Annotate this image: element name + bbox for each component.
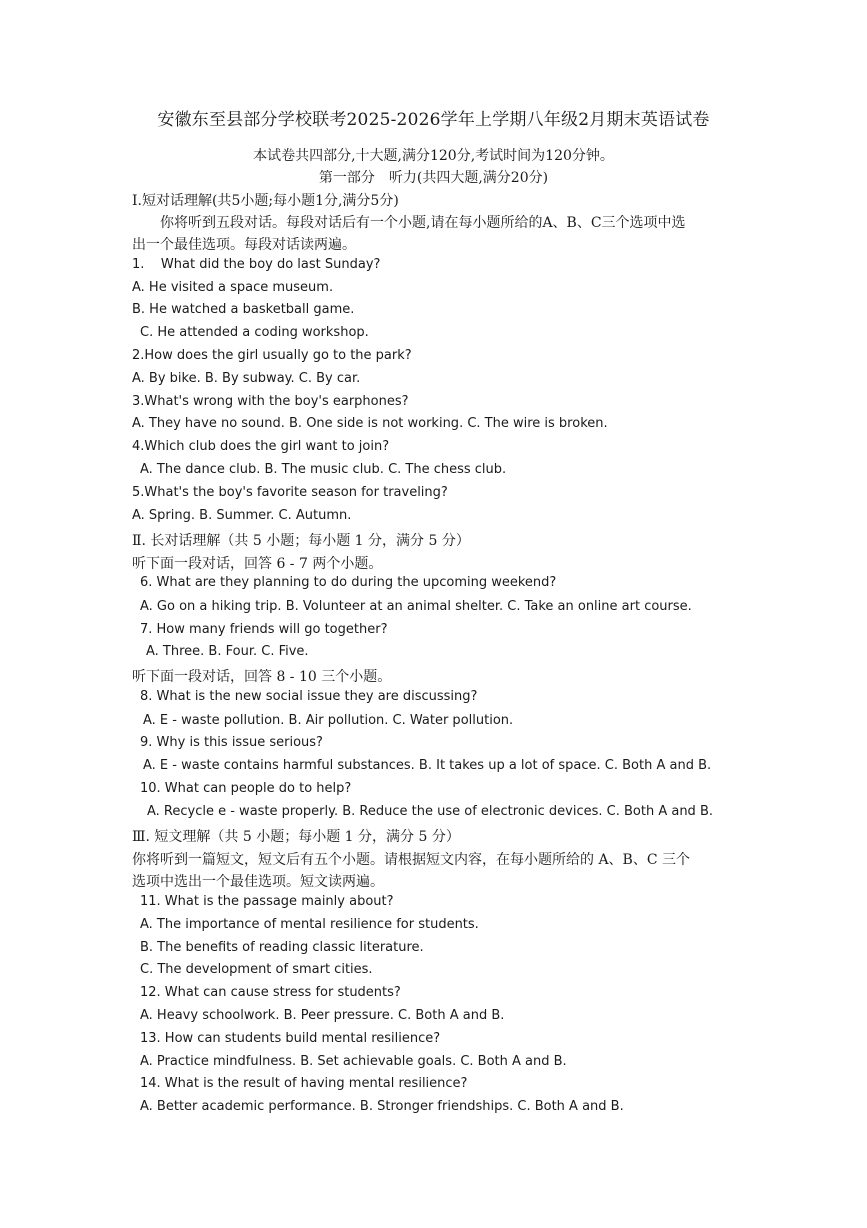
question-10-options: A. Recycle e - waste properly. B. Reduce the use of electronic devices. C. Both A and B. <box>147 804 713 819</box>
question-11-option-b: B. The benefits of reading classic literature. <box>140 940 424 955</box>
section-2-heading: Ⅱ. 长对话理解（共 5 小题；每小题 1 分，满分 5 分） <box>132 533 470 549</box>
section-3-instruction-line2: 选项中选出一个最佳选项。短文读两遍。 <box>132 874 384 890</box>
part-one-heading: 第一部分 听力(共四大题,满分20分) <box>318 170 549 186</box>
question-5: 5.What's the boy's favorite season for traveling? <box>132 485 448 500</box>
question-13: 13. How can students build mental resilience? <box>140 1031 441 1046</box>
question-2-options: A. By bike. B. By subway. C. By car. <box>132 371 361 386</box>
section-1-instruction-line1: 你将听到五段对话。每段对话后有一个小题,请在每小题所给的A、B、C三个选项中选 <box>160 215 686 231</box>
section-1-instruction-line2: 出一个最佳选项。每段对话读两遍。 <box>132 237 356 253</box>
section-3-instruction-line1: 你将听到一篇短文，短文后有五个小题。请根据短文内容，在每小题所给的 A、B、C 三个 <box>132 852 691 868</box>
question-11-option-a: A. The importance of mental resilience for students. <box>140 917 479 932</box>
question-7-options: A. Three. B. Four. C. Five. <box>146 644 309 659</box>
question-4-options: A. The dance club. B. The music club. C. The chess club. <box>140 462 507 477</box>
question-8-options: A. E - waste pollution. B. Air pollution. C. Water pollution. <box>143 713 514 728</box>
exam-intro: 本试卷共四部分,十大题,满分120分,考试时间为120分钟。 <box>253 148 614 164</box>
exam-title: 安徽东至县部分学校联考2025-2026学年上学期八年级2月期末英语试卷 <box>157 110 710 130</box>
question-9-options: A. E - waste contains harmful substances. B. It takes up a lot of space. C. Both A and B. <box>143 758 712 773</box>
question-8: 8. What is the new social issue they are discussing? <box>140 689 478 704</box>
question-3-options: A. They have no sound. B. One side is not working. C. The wire is broken. <box>132 416 608 431</box>
question-14-options: A. Better academic performance. B. Stronger friendships. C. Both A and B. <box>140 1099 624 1114</box>
question-12: 12. What can cause stress for students? <box>140 985 401 1000</box>
question-1-option-c: C. He attended a coding workshop. <box>140 325 369 340</box>
question-7: 7. How many friends will go together? <box>140 622 388 637</box>
section-1-heading: Ⅰ.短对话理解(共5小题;每小题1分,满分5分) <box>132 193 399 209</box>
question-6: 6. What are they planning to do during the upcoming weekend? <box>140 575 557 590</box>
question-12-options: A. Heavy schoolwork. B. Peer pressure. C. Both A and B. <box>140 1008 505 1023</box>
question-6-options: A. Go on a hiking trip. B. Volunteer at an animal shelter. C. Take an online art course. <box>140 599 692 614</box>
section-3-heading: Ⅲ. 短文理解（共 5 小题；每小题 1 分，满分 5 分） <box>132 829 460 845</box>
question-11-option-c: C. The development of smart cities. <box>140 962 373 977</box>
question-3: 3.What's wrong with the boy's earphones? <box>132 394 409 409</box>
question-5-options: A. Spring. B. Summer. C. Autumn. <box>132 508 352 523</box>
question-2: 2.How does the girl usually go to the park? <box>132 348 412 363</box>
section-2-instruction-1: 听下面一段对话，回答 6 - 7 两个小题。 <box>132 556 383 572</box>
question-4: 4.Which club does the girl want to join? <box>132 439 390 454</box>
question-1-option-b: B. He watched a basketball game. <box>132 302 355 317</box>
question-9: 9. Why is this issue serious? <box>140 735 323 750</box>
question-1: 1. What did the boy do last Sunday? <box>132 257 381 272</box>
question-13-options: A. Practice mindfulness. B. Set achievable goals. C. Both A and B. <box>140 1054 567 1069</box>
section-2-instruction-2: 听下面一段对话，回答 8 - 10 三个小题。 <box>132 669 392 685</box>
question-10: 10. What can people do to help? <box>140 781 352 796</box>
question-14: 14. What is the result of having mental resilience? <box>140 1076 468 1091</box>
question-1-option-a: A. He visited a space museum. <box>132 280 334 295</box>
question-11: 11. What is the passage mainly about? <box>140 894 394 909</box>
